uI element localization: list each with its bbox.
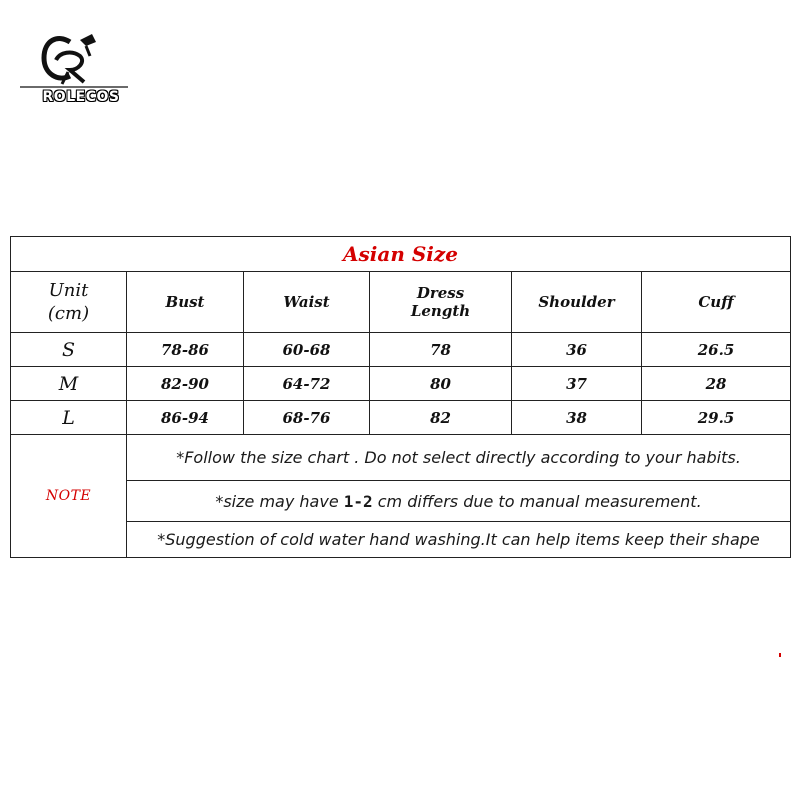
- table-row: [11, 333, 791, 367]
- waist-cell: 64-72: [244, 367, 370, 401]
- cuff-cell: 28: [642, 367, 791, 401]
- brand-logo: [20, 30, 130, 115]
- shoulder-header: Shoulder: [512, 272, 642, 333]
- size-cell: M: [11, 367, 127, 401]
- waist-cell: 68-76: [244, 401, 370, 435]
- size-cell: L: [11, 401, 127, 435]
- brand-name: ROLECOS: [42, 89, 120, 105]
- note-measurement-pre: *size may have: [215, 491, 344, 511]
- shoulder-cell: 36: [512, 333, 642, 367]
- cuff-cell: 26.5: [642, 333, 791, 367]
- table-title: Asian Size: [11, 237, 791, 272]
- bust-cell: 86-94: [127, 401, 244, 435]
- bust-header: Bust: [127, 272, 244, 333]
- table-row: [11, 367, 791, 401]
- shoulder-cell: 38: [512, 401, 642, 435]
- shoulder-cell: 37: [512, 367, 642, 401]
- note-measurement: [127, 481, 791, 522]
- note-washing: *Suggestion of cold water hand washing.It can help items keep their shape: [127, 522, 791, 558]
- red-mark: [779, 653, 781, 657]
- unit-label: Unit: [48, 280, 89, 301]
- bust-cell: 82-90: [127, 367, 244, 401]
- dress-length-header: [370, 272, 512, 333]
- length-cell: 78: [370, 333, 512, 367]
- length-cell: 80: [370, 367, 512, 401]
- length-cell: 82: [370, 401, 512, 435]
- note-measurement-post: cm differs due to manual measurement.: [372, 491, 702, 511]
- note-measurement-range: 1-2: [343, 491, 373, 511]
- note-label: NOTE: [11, 435, 127, 558]
- note-size-chart: *Follow the size chart . Do not select directly according to your habits.: [127, 435, 791, 481]
- cr-monogram-icon: [20, 30, 130, 92]
- unit-cm: (cm): [47, 303, 90, 324]
- waist-header: Waist: [244, 272, 370, 333]
- waist-cell: 60-68: [244, 333, 370, 367]
- size-chart-table: [10, 236, 791, 558]
- header-row: [11, 272, 791, 333]
- length-label: Length: [410, 302, 471, 320]
- dress-label: Dress: [416, 284, 465, 302]
- cuff-header: Cuff: [642, 272, 791, 333]
- table-row: [11, 401, 791, 435]
- size-cell: S: [11, 333, 127, 367]
- bust-cell: 78-86: [127, 333, 244, 367]
- cuff-cell: 29.5: [642, 401, 791, 435]
- unit-header: [11, 272, 127, 333]
